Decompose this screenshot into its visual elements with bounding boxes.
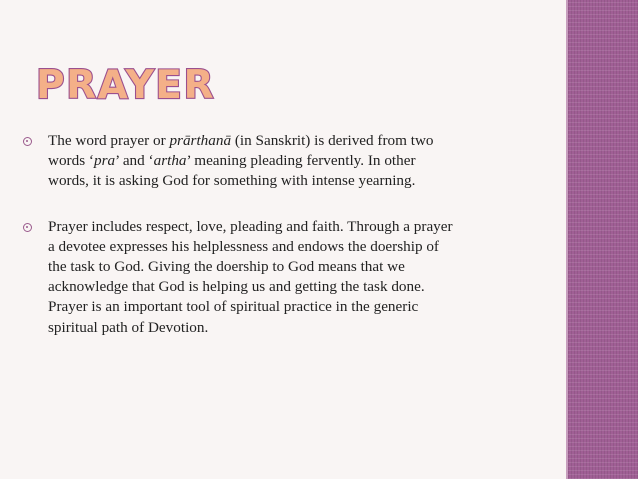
bullet-2-line-4: acknowledge that God is helping us and getting the task done.: [48, 278, 425, 296]
bullet-text: words ‘: [48, 152, 94, 170]
bullet-text: ’ meaning pleading fervently. In other: [186, 152, 416, 170]
bullet-text: words, it is asking God for something with intense yearning.: [48, 172, 416, 190]
bullet-text: ’ and ‘: [115, 152, 154, 170]
slide-accent-band: [568, 0, 638, 479]
bullet-text-italic: prārthanā: [169, 132, 232, 149]
bullet-2-line-2: a devotee expresses his helplessness and endows the doership of: [48, 237, 439, 255]
bullet-1-line-3: [48, 171, 523, 191]
bullet-text-italic: pra: [93, 152, 116, 170]
slide-title-text: PRAYER: [36, 64, 215, 108]
bullet-2-line-5: Prayer is an important tool of spiritual practice in the generic: [48, 298, 419, 316]
bullet-item-2: [23, 217, 523, 338]
bullet-1-line-1: [48, 131, 523, 151]
bullet-2-line-1: Prayer includes respect, love, pleading and faith. Through a prayer: [48, 217, 453, 235]
ring-bullet-icon: [23, 137, 32, 146]
bullet-item-1: [23, 131, 523, 192]
bullet-text: (in Sanskrit) is derived from two: [231, 132, 434, 149]
bullet-2-line-6: spiritual path of Devotion.: [48, 318, 209, 336]
bullet-2-line-3: the task to God. Giving the doership to God means that we: [48, 258, 405, 276]
slide-title: [36, 64, 236, 110]
ring-bullet-icon: [23, 223, 32, 232]
bullet-text-italic: artha: [153, 152, 187, 170]
bullet-1-line-2: [48, 151, 523, 171]
bullet-text: The word prayer or: [48, 132, 170, 149]
bullet-list: [23, 131, 523, 338]
